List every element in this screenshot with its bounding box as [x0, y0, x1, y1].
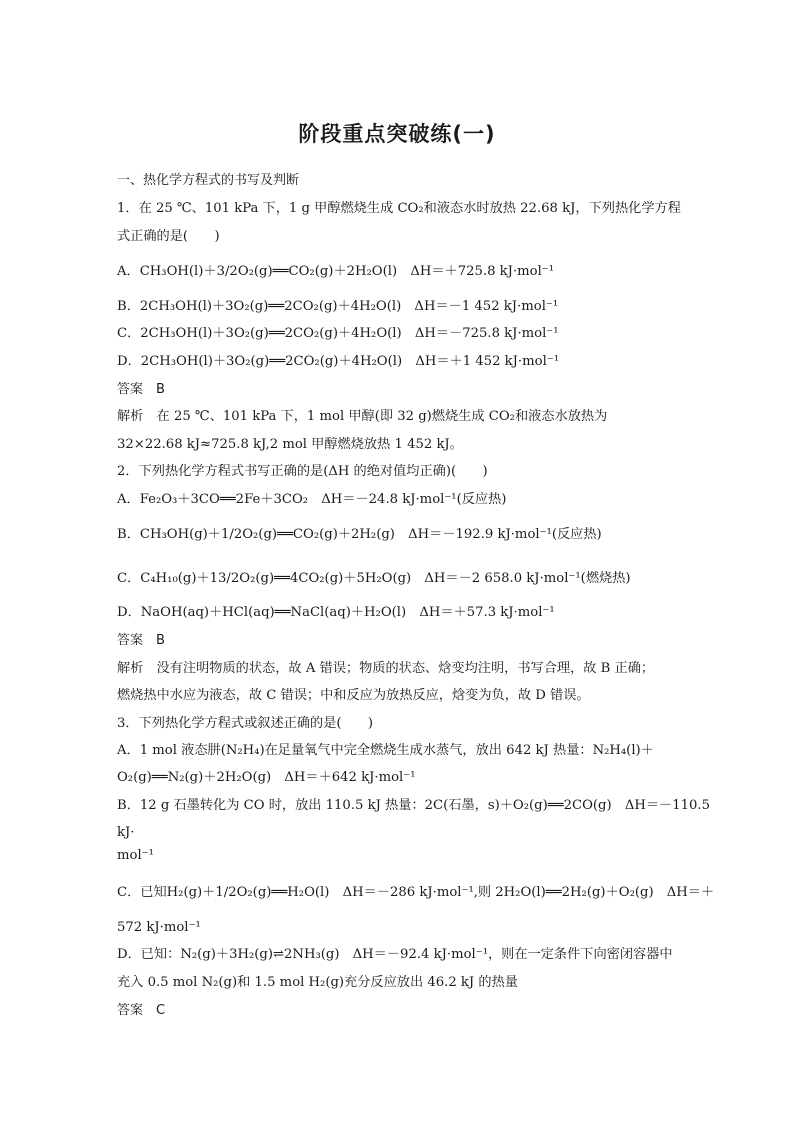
answer-line: 答案 B — [117, 633, 165, 648]
text-line: B．12 g 石墨转化为 CO 时，放出 110.5 kJ 热量：2C(石墨，s)＋O₂(g)══2CO(g) ΔH＝－110.5 — [117, 798, 710, 813]
text-line: 燃烧热中水应为液态，故 C 错误；中和反应为放热反应，焓变为负，故 D 错误。 — [117, 688, 590, 703]
text-line: C．2CH₃OH(l)＋3O₂(g)══2CO₂(g)＋4H₂O(l) ΔH＝－725.8 kJ·mol⁻¹ — [117, 326, 559, 341]
text-line: 572 kJ·mol⁻¹ — [117, 920, 201, 935]
text-line: 3．下列热化学方程式或叙述正确的是( ) — [117, 716, 374, 731]
text-line: D．2CH₃OH(l)＋3O₂(g)══2CO₂(g)＋4H₂O(l) ΔH＝＋1 452 kJ·mol⁻¹ — [117, 354, 560, 369]
text-line: B．2CH₃OH(l)＋3O₂(g)══2CO₂(g)＋4H₂O(l) ΔH＝－1 452 kJ·mol⁻¹ — [117, 299, 559, 314]
text-line: 1．在 25 ℃、101 kPa 下，1 g 甲醇燃烧生成 CO₂和液态水时放热 22.68 kJ，下列热化学方程 — [117, 201, 681, 216]
text-line: 32×22.68 kJ≈725.8 kJ,2 mol 甲醇燃烧放热 1 452 kJ。 — [117, 437, 463, 452]
text-line: A．Fe₂O₃＋3CO══2Fe＋3CO₂ ΔH＝－24.8 kJ·mol⁻¹(反应热) — [117, 492, 507, 507]
text-line: mol⁻¹ — [117, 848, 154, 863]
text-line: 解析 在 25 ℃、101 kPa 下，1 mol 甲醇(即 32 g)燃烧生成 CO₂和液态水放热为 — [117, 409, 608, 424]
text-line: 解析 没有注明物质的状态，故 A 错误；物质的状态、焓变均注明，书写合理，故 B 正确； — [117, 661, 655, 676]
text-line: A．CH₃OH(l)＋3/2O₂(g)══CO₂(g)＋2H₂O(l) ΔH＝＋725.8 kJ·mol⁻¹ — [117, 264, 555, 279]
answer-line: 答案 B — [117, 382, 165, 397]
page-title: 阶段重点突破练(一) — [298, 122, 496, 146]
text-line: C．C₄H₁₀(g)＋13/2O₂(g)══4CO₂(g)＋5H₂O(g) ΔH＝－2 658.0 kJ·mol⁻¹(燃烧热) — [117, 571, 631, 586]
text-line: A．1 mol 液态肼(N₂H₄)在足量氧气中完全燃烧生成水蒸气，放出 642 kJ 热量：N₂H₄(l)＋ — [117, 743, 654, 758]
answer-line: 答案 C — [117, 1003, 166, 1018]
section-heading: 一、热化学方程式的书写及判断 — [117, 173, 300, 188]
text-line: B．CH₃OH(g)＋1/2O₂(g)══CO₂(g)＋2H₂(g) ΔH＝－192.9 kJ·mol⁻¹(反应热) — [117, 527, 602, 542]
text-line: 充入 0.5 mol N₂(g)和 1.5 mol H₂(g)充分反应放出 46.2 kJ 的热量 — [117, 975, 518, 990]
text-line: D．NaOH(aq)＋HCl(aq)══NaCl(aq)＋H₂O(l) ΔH＝＋57.3 kJ·mol⁻¹ — [117, 605, 555, 620]
text-line: 2．下列热化学方程式书写正确的是(ΔH 的绝对值均正确)( ) — [117, 464, 488, 479]
text-line: C．已知H₂(g)＋1/2O₂(g)══H₂O(l) ΔH＝－286 kJ·mol⁻¹,则 2H₂O(l)══2H₂(g)＋O₂(g) ΔH＝＋ — [117, 885, 715, 900]
text-line: O₂(g)══N₂(g)＋2H₂O(g) ΔH＝＋642 kJ·mol⁻¹ — [117, 770, 416, 785]
text-line: 式正确的是( ) — [117, 229, 220, 244]
text-line: kJ· — [117, 825, 135, 840]
text-line: D．已知：N₂(g)＋3H₂(g)⇌2NH₃(g) ΔH＝－92.4 kJ·mol⁻¹，则在一定条件下向密闭容器中 — [117, 947, 673, 962]
